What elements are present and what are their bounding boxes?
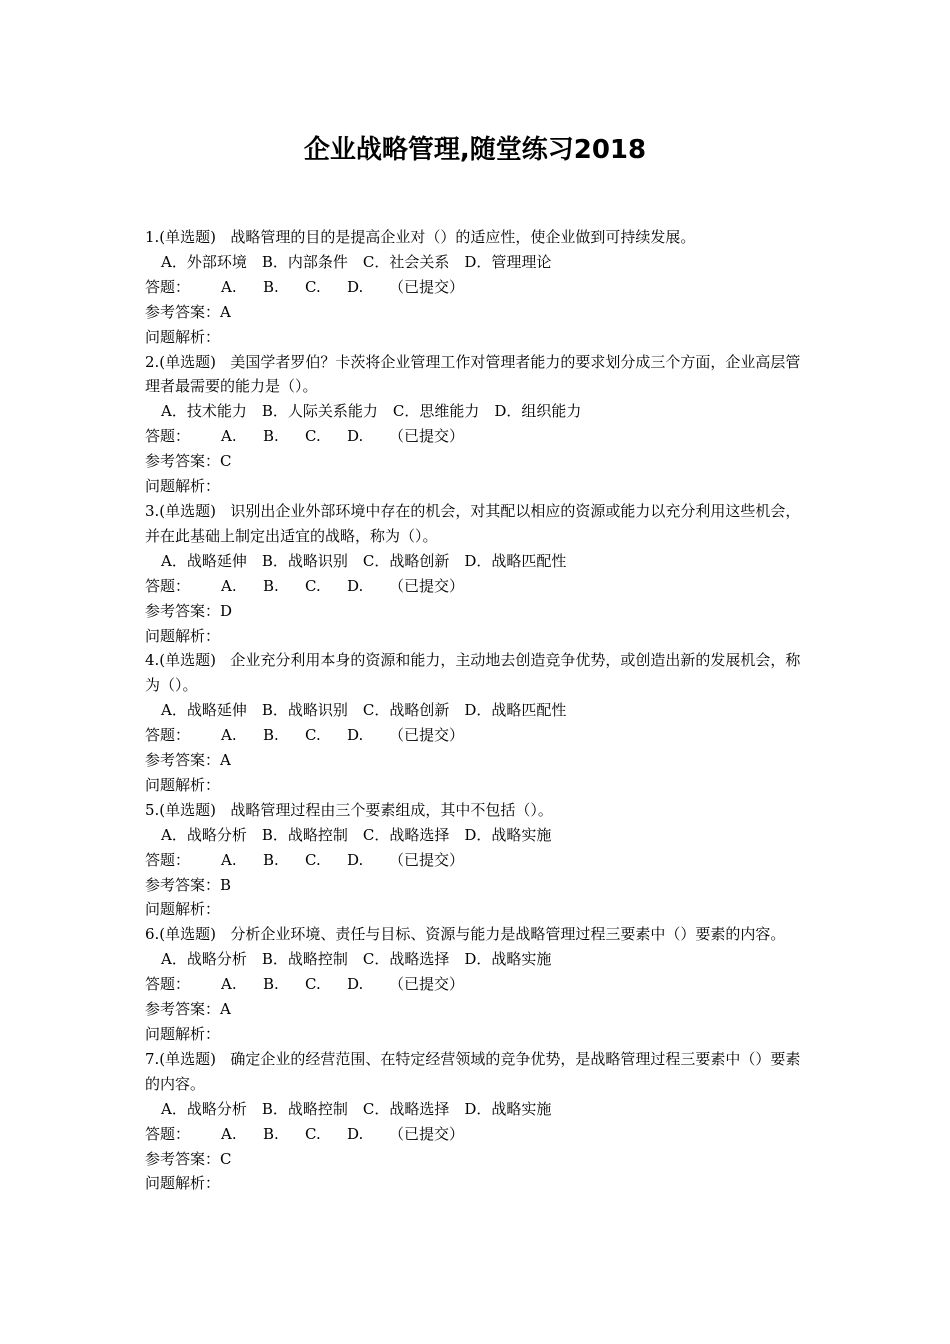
answer-option-a[interactable]: A. (221, 726, 237, 745)
answer-option-b[interactable]: B. (263, 277, 279, 296)
analysis-label: 问题解析： (145, 1174, 221, 1193)
answer-option-b[interactable]: B. (263, 427, 279, 446)
question-number: 2.(单选题) (145, 352, 217, 371)
reference-answer (145, 748, 810, 773)
question-options: A．战略分析 B．战略控制 C．战略选择 D．战略实施 (161, 950, 552, 969)
question-item (145, 499, 810, 648)
question-item (145, 648, 810, 797)
answer-option-b[interactable]: B. (263, 975, 279, 994)
question-text: 企业充分利用本身的资源和能力，主动地去创造竞争优势，或创造出新的发展机会，称为（）。 (145, 651, 801, 695)
answer-option-b[interactable]: B. (263, 850, 279, 869)
page-title: 企业战略管理,随堂练习2018 (303, 135, 647, 165)
reference-label: 参考答案： (145, 1149, 221, 1168)
question-item (145, 1047, 810, 1196)
reference-answer (145, 873, 810, 898)
answer-row (145, 424, 810, 449)
answer-option-d[interactable]: D. (347, 726, 364, 745)
question-options: A．技术能力 B．人际关系能力 C．思维能力 D．组织能力 (161, 402, 582, 421)
answer-option-c[interactable]: C. (305, 726, 321, 745)
answer-option-c[interactable]: C. (305, 975, 321, 994)
question-number: 1.(单选题) (145, 228, 217, 246)
answer-label: 答题： (145, 975, 191, 994)
reference-value: C (220, 452, 232, 471)
question-options: A．战略分析 B．战略控制 C．战略选择 D．战略实施 (161, 825, 552, 844)
answer-row (145, 723, 810, 748)
question-text: 分析企业环境、责任与目标、资源与能力是战略管理过程三要素中（）要素的内容。 (230, 925, 786, 944)
reference-label: 参考答案： (145, 1000, 221, 1019)
answer-option-d[interactable]: D. (347, 1124, 364, 1143)
question-options: A．外部环境 B．内部条件 C．社会关系 D．管理理论 (161, 252, 552, 271)
answer-label: 答题： (145, 277, 191, 296)
answer-label: 答题： (145, 726, 191, 745)
answer-row (145, 574, 810, 599)
answer-row (145, 1122, 810, 1147)
answer-row (145, 275, 810, 300)
answer-label: 答题： (145, 850, 191, 869)
reference-label: 参考答案： (145, 601, 221, 620)
reference-answer (145, 449, 810, 474)
answer-option-d[interactable]: D. (347, 850, 364, 869)
answer-option-a[interactable]: A. (221, 975, 237, 994)
question-item (145, 922, 810, 1047)
reference-value: A (220, 751, 231, 770)
question-item (145, 798, 810, 923)
question-text: 确定企业的经营范围、在特定经营领域的竞争优势，是战略管理过程三要素中（）要素的内容。 (145, 1049, 801, 1093)
answer-option-b[interactable]: B. (263, 576, 279, 595)
answer-option-b[interactable]: B. (263, 1124, 279, 1143)
answer-option-a[interactable]: A. (221, 277, 237, 296)
question-number: 7.(单选题) (145, 1049, 217, 1068)
answer-label: 答题： (145, 427, 191, 446)
submitted-status: （已提交） (389, 726, 465, 745)
submitted-status: （已提交） (389, 850, 465, 869)
question-options: A．战略分析 B．战略控制 C．战略选择 D．战略实施 (161, 1099, 552, 1118)
submitted-status: （已提交） (389, 427, 465, 446)
reference-answer (145, 1147, 810, 1172)
answer-option-c[interactable]: C. (305, 576, 321, 595)
answer-option-c[interactable]: C. (305, 850, 321, 869)
question-item (145, 350, 810, 499)
question-stem (145, 648, 810, 698)
answer-option-c[interactable]: C. (305, 1124, 321, 1143)
answer-label: 答题： (145, 576, 191, 595)
reference-answer (145, 599, 810, 624)
answer-row (145, 972, 810, 997)
reference-value: A (220, 302, 231, 321)
answer-option-d[interactable]: D. (347, 277, 364, 296)
question-number: 5.(单选题) (145, 800, 217, 819)
question-text: 战略管理过程由三个要素组成，其中不包括（）。 (230, 800, 553, 819)
analysis-label: 问题解析： (145, 477, 221, 496)
submitted-status: （已提交） (389, 576, 465, 595)
analysis-label: 问题解析： (145, 1025, 221, 1043)
question-stem (145, 1047, 810, 1097)
reference-label: 参考答案： (145, 751, 221, 770)
reference-value: C (220, 1149, 232, 1168)
question-stem (145, 350, 810, 400)
question-options: A．战略延伸 B．战略识别 C．战略创新 D．战略匹配性 (161, 701, 567, 720)
answer-option-a[interactable]: A. (221, 576, 237, 595)
submitted-status: （已提交） (389, 277, 465, 296)
submitted-status: （已提交） (389, 1124, 465, 1143)
question-stem (145, 499, 810, 549)
analysis-label: 问题解析： (145, 327, 221, 346)
answer-option-a[interactable]: A. (221, 1124, 237, 1143)
reference-answer (145, 997, 810, 1022)
question-list (145, 225, 810, 1196)
question-text: 战略管理的目的是提高企业对（）的适应性，使企业做到可持续发展。 (230, 228, 696, 246)
analysis-label: 问题解析： (145, 775, 221, 794)
analysis-label: 问题解析： (145, 900, 221, 919)
question-number: 4.(单选题) (145, 651, 217, 670)
question-item (145, 225, 810, 350)
answer-option-a[interactable]: A. (221, 850, 237, 869)
question-options: A．战略延伸 B．战略识别 C．战略创新 D．战略匹配性 (161, 551, 567, 570)
answer-option-a[interactable]: A. (221, 427, 237, 446)
reference-value: B (220, 875, 232, 894)
question-text: 识别出企业外部环境中存在的机会，对其配以相应的资源或能力以充分利用这些机会，并在此基础上制定出适宜的战略，称为（）。 (145, 501, 801, 545)
question-stem (145, 225, 810, 250)
submitted-status: （已提交） (389, 975, 465, 994)
answer-label: 答题： (145, 1124, 191, 1143)
reference-label: 参考答案： (145, 452, 221, 471)
answer-option-b[interactable]: B. (263, 726, 279, 745)
answer-option-d[interactable]: D. (347, 427, 364, 446)
answer-row (145, 848, 810, 873)
answer-option-c[interactable]: C. (305, 427, 321, 446)
reference-value: D (220, 601, 233, 620)
analysis-label: 问题解析： (145, 626, 221, 645)
question-text: 美国学者罗伯？卡茨将企业管理工作对管理者能力的要求划分成三个方面，企业高层管理者最需要的能力是（）。 (145, 352, 801, 396)
question-number: 6.(单选题) (145, 925, 217, 944)
reference-label: 参考答案： (145, 302, 221, 321)
question-number: 3.(单选题) (145, 501, 217, 520)
question-stem (145, 922, 810, 947)
answer-option-d[interactable]: D. (347, 576, 364, 595)
answer-option-c[interactable]: C. (305, 277, 321, 296)
question-stem (145, 798, 810, 823)
answer-option-d[interactable]: D. (347, 975, 364, 994)
reference-label: 参考答案： (145, 875, 221, 894)
reference-value: A (220, 1000, 231, 1019)
reference-answer (145, 300, 810, 325)
